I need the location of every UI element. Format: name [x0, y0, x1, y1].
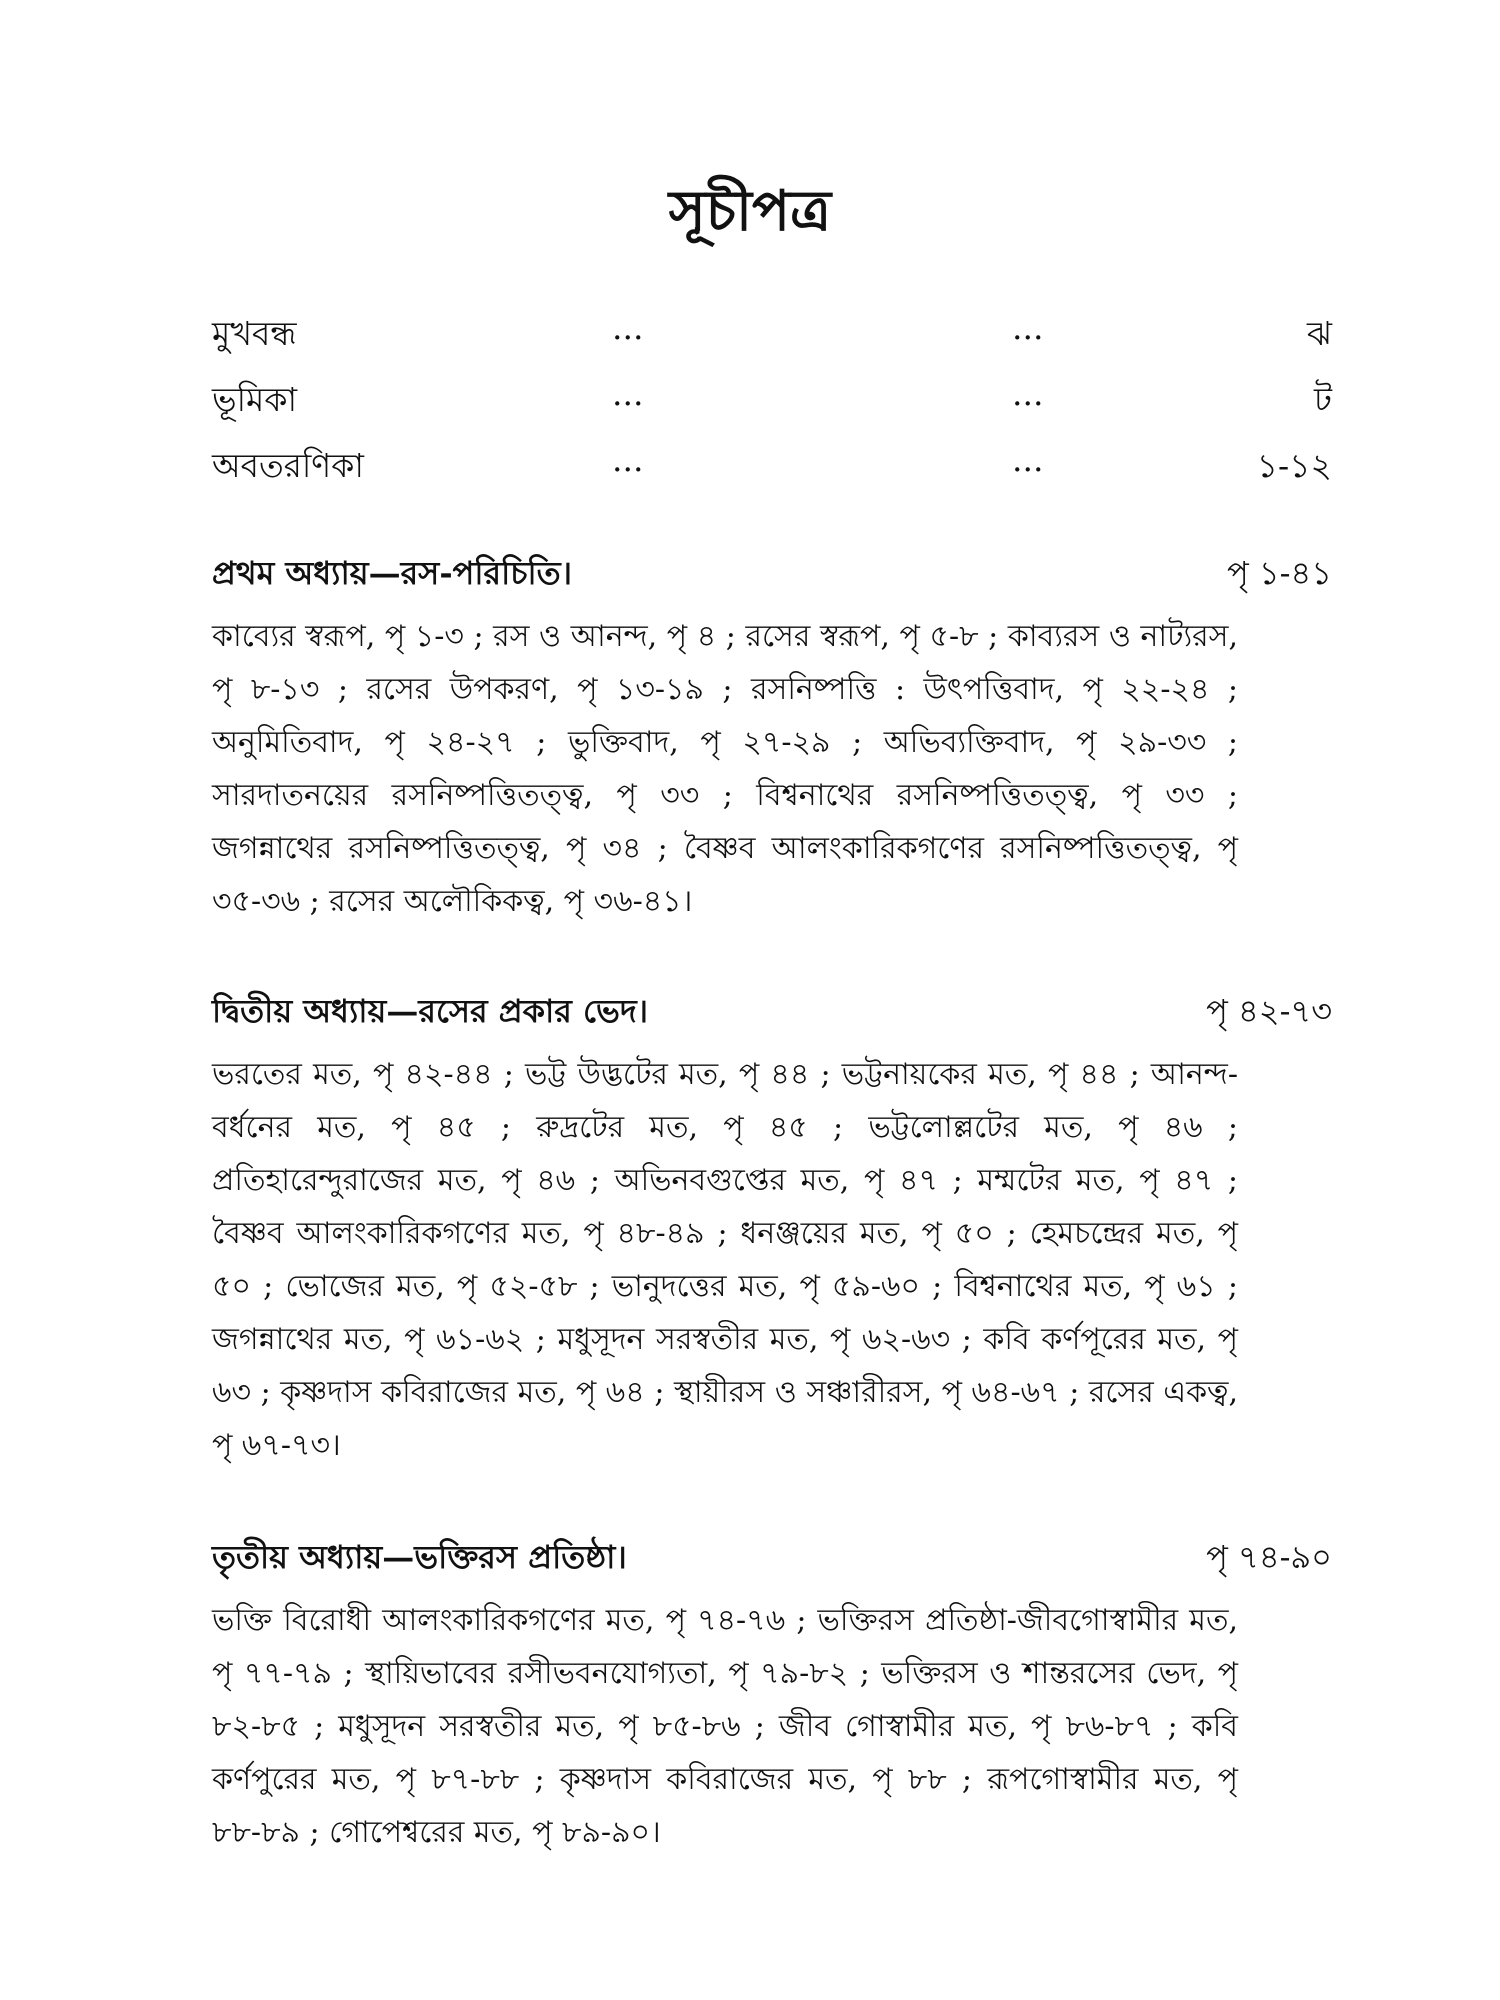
chapter-1-heading: [212, 548, 1332, 602]
entry-label: ভূমিকা: [212, 380, 298, 419]
chapter-page-range: পৃ ৭৪-৯০: [1206, 1538, 1332, 1576]
leader-dots: ...: [612, 374, 644, 413]
chapter-page-range: পৃ ১-৪১: [1227, 554, 1332, 592]
chapter-1-contents: কাব্যের স্বরূপ, পৃ ১-৩ ; রস ও আনন্দ, পৃ ৪ ; রসের স্বরূপ, পৃ ৫-৮ ; কাব্যরস ও নাট্যরস, পৃ ৮-১৩ ; রসের উপকরণ, পৃ ১৩-১৯ ; রসনিষ্পত্তি : উৎপত্তিবাদ, পৃ ২২-২৪ ; অনুমিতিবাদ, পৃ ২৪-২৭ ; ভুক্তিবাদ, পৃ ২৭-২৯ ; অভিব্যক্তিবাদ, পৃ ২৯-৩৩ ; সারদাতনয়ের রসনিষ্পত্তিতত্ত্ব, পৃ ৩৩ ; বিশ্বনাথের রসনিষ্পত্তিতত্ত্ব, পৃ ৩৩ ; জগন্নাথের রসনিষ্পত্তিতত্ত্ব, পৃ ৩৪ ; বৈষ্ণব আলংকারিকগণের রসনিষ্পত্তিতত্ত্ব, পৃ ৩৫-৩৬ ; রসের অলৌকিকত্ব, পৃ ৩৬-৪১।: [212, 619, 1238, 919]
chapter-title: প্রথম অধ্যায়—রস-পরিচিতি।: [212, 554, 573, 592]
leader-dots: ...: [1012, 440, 1044, 479]
entry-page: ঝ: [1307, 314, 1332, 353]
leader-dots: ...: [612, 308, 644, 347]
entry-page: ১-১২: [1256, 446, 1332, 485]
front-matter-row-introduction: [212, 432, 1332, 496]
front-matter-row-foreword: [212, 300, 1332, 364]
chapter-3-contents: ভক্তি বিরোধী আলংকারিকগণের মত, পৃ ৭৪-৭৬ ; ভক্তিরস প্রতিষ্ঠা-জীবগোস্বামীর মত, পৃ ৭৭-৭৯ ; স্থায়িভাবের রসীভবনযোগ্যতা, পৃ ৭৯-৮২ ; ভক্তিরস ও শান্তরসের ভেদ, পৃ ৮২-৮৫ ; মধুসূদন সরস্বতীর মত, পৃ ৮৫-৮৬ ; জীব গোস্বামীর মত, পৃ ৮৬-৮৭ ; কবি কর্ণপুরের মত, পৃ ৮৭-৮৮ ; কৃষ্ণদাস কবিরাজের মত, পৃ ৮৮ ; রূপগোস্বামীর মত, পৃ ৮৮-৮৯ ; গোপেশ্বরের মত, পৃ ৮৯-৯০।: [212, 1603, 1238, 1850]
entry-label: অবতরণিকা: [212, 446, 364, 485]
chapter-2-heading: [212, 986, 1332, 1040]
chapter-title: তৃতীয় অধ্যায়—ভক্তিরস প্রতিষ্ঠা।: [212, 1538, 627, 1576]
entry-page: ট: [1314, 380, 1332, 419]
leader-dots: ...: [1012, 308, 1044, 347]
chapter-page-range: পৃ ৪২-৭৩: [1206, 992, 1332, 1030]
chapter-2-contents: ভরতের মত, পৃ ৪২-৪৪ ; ভট্ট উদ্ভটের মত, পৃ ৪৪ ; ভট্টনায়কের মত, পৃ ৪৪ ; আনন্দ-বর্ধনের মত, পৃ ৪৫ ; রুদ্রটের মত, পৃ ৪৫ ; ভট্টলোল্লটের মত, পৃ ৪৬ ; প্রতিহারেন্দুরাজের মত, পৃ ৪৬ ; অভিনবগুপ্তের মত, পৃ ৪৭ ; মম্মটের মত, পৃ ৪৭ ; বৈষ্ণব আলংকারিকগণের মত, পৃ ৪৮-৪৯ ; ধনঞ্জয়ের মত, পৃ ৫০ ; হেমচন্দ্রের মত, পৃ ৫০ ; ভোজের মত, পৃ ৫২-৫৮ ; ভানুদত্তের মত, পৃ ৫৯-৬০ ; বিশ্বনাথের মত, পৃ ৬১ ; জগন্নাথের মত, পৃ ৬১-৬২ ; মধুসূদন সরস্বতীর মত, পৃ ৬২-৬৩ ; কবি কর্ণপূরের মত, পৃ ৬৩ ; কৃষ্ণদাস কবিরাজের মত, পৃ ৬৪ ; স্থায়ীরস ও সঞ্চারীরস, পৃ ৬৪-৬৭ ; রসের একত্ব, পৃ ৬৭-৭৩।: [212, 1057, 1238, 1463]
front-matter-row-preface: [212, 366, 1332, 430]
entry-label: মুখবন্ধ: [212, 314, 297, 353]
page-title: সূচীপত্র: [668, 178, 832, 244]
chapter-title: দ্বিতীয় অধ্যায়—রসের প্রকার ভেদ।: [212, 992, 649, 1030]
leader-dots: ...: [612, 440, 644, 479]
chapter-3-heading: [212, 1532, 1332, 1586]
leader-dots: ...: [1012, 374, 1044, 413]
